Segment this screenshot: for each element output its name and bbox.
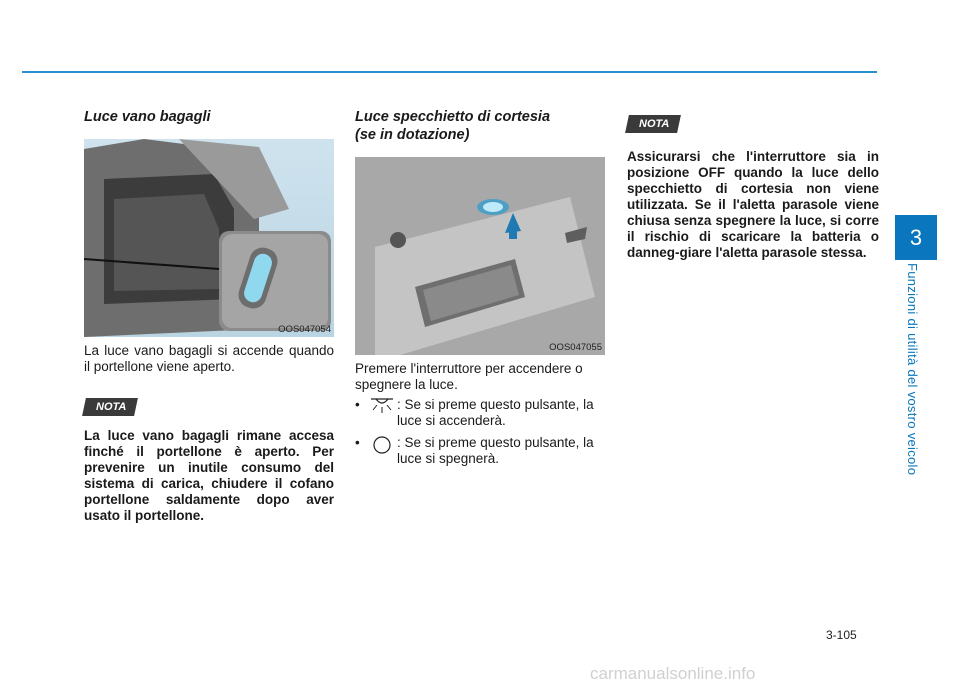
light-on-icon bbox=[367, 397, 397, 429]
light-off-icon bbox=[367, 435, 397, 467]
section-heading: Luce vano bagagli bbox=[84, 109, 211, 125]
bullet-on bbox=[355, 397, 605, 429]
header-rule bbox=[22, 71, 877, 73]
figure-vanity-mirror bbox=[355, 157, 605, 355]
luggage-light-illustration bbox=[84, 139, 334, 337]
figure-code: OOS047055 bbox=[549, 342, 602, 353]
bullet-text: : Se si preme questo pulsante, la luce si accenderà. bbox=[397, 397, 594, 428]
bullet-dot: • bbox=[355, 435, 360, 450]
column-nota bbox=[627, 114, 879, 261]
bullet-off bbox=[355, 435, 605, 467]
nota-text: Assicurarsi che l'interruttore sia in posizione OFF quando la luce dello specchietto di cortesia non viene utilizzata. Se il l'aletta parasole viene chiusa senza spegnere la luce, si corre il rischio di scaricare la batteria o danneg-giare l'aletta parasole stessa. bbox=[627, 149, 879, 260]
chapter-tab bbox=[895, 215, 937, 260]
nota-label: NOTA bbox=[639, 118, 670, 130]
bullet-text: : Se si preme questo pulsante, la luce si spegnerà. bbox=[397, 435, 594, 466]
nota-label: NOTA bbox=[96, 401, 127, 413]
watermark: carmanualsonline.info bbox=[590, 664, 756, 683]
chapter-title: Funzioni di utilità del vostro veicolo bbox=[905, 263, 920, 476]
nota-badge bbox=[82, 398, 138, 416]
bullet-dot: • bbox=[355, 397, 360, 412]
column-luggage-light bbox=[84, 108, 334, 524]
intro-text: Premere l'interruttore per accendere o spegnere la luce. bbox=[355, 361, 583, 392]
nota-badge-wrap bbox=[84, 397, 334, 416]
section-heading-line1: Luce specchietto di cortesia bbox=[355, 109, 551, 125]
nota-text: La luce vano bagagli rimane accesa finché il portellone è aperto. Per prevenire un inutile consumo del sistema di carica, chiudere il cofano portellone saldamente dopo aver usato il portellone. bbox=[84, 428, 334, 523]
nota-badge bbox=[625, 115, 681, 133]
body-text: La luce vano bagagli si accende quando il portellone viene aperto. bbox=[84, 343, 334, 374]
section-heading-line2: (se in dotazione) bbox=[355, 127, 470, 143]
vanity-mirror-illustration bbox=[355, 157, 605, 355]
column-vanity-mirror-light bbox=[355, 108, 605, 467]
chapter-number: 3 bbox=[909, 224, 923, 250]
figure-luggage-light bbox=[84, 139, 334, 337]
figure-code: OOS047054 bbox=[278, 324, 331, 335]
page-number: 3-105 bbox=[826, 628, 857, 642]
